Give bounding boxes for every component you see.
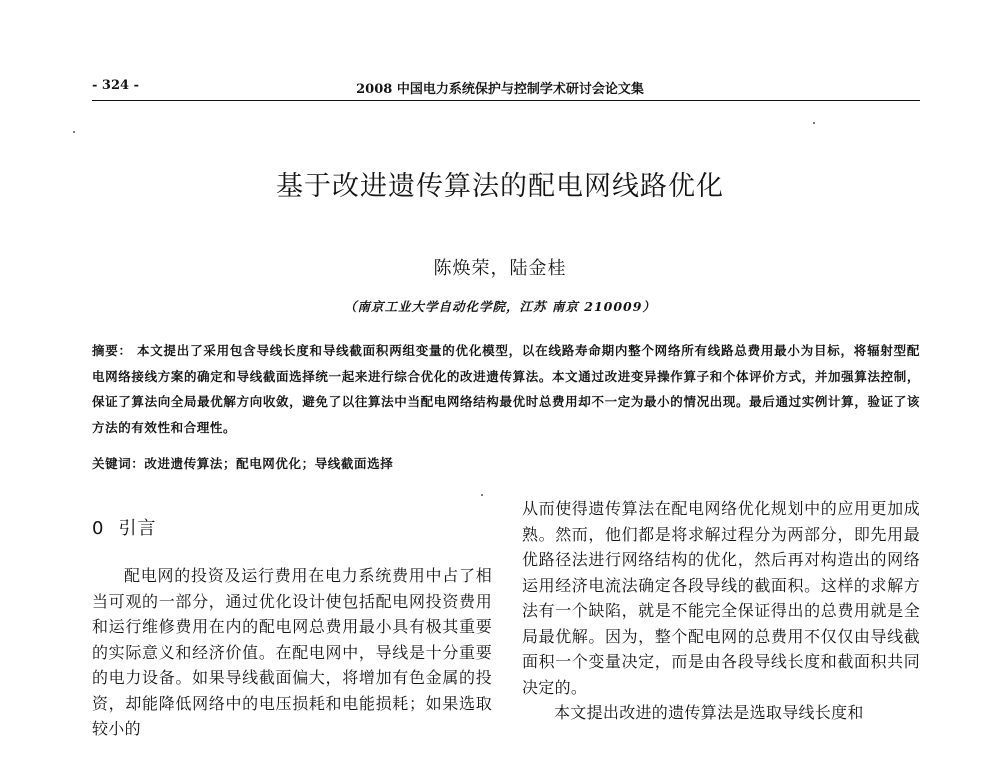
scan-speck	[813, 122, 815, 124]
body-paragraph: 配电网的投资及运行费用在电力系统费用中占了相当可观的一部分，通过优化设计使包括配电网投资费用和运行维修费用在内的配电网总费用最小具有极其重要的实际意义和经济价值。在配电网中，导线是十分重要的电力设备。如果导线截面偏大，将增加有色金属的投资，却能降低网络中的电压损耗和电能损耗；如果选取较小的	[92, 566, 492, 738]
abstract	[92, 338, 920, 440]
keywords	[92, 454, 920, 472]
header-divider	[92, 100, 920, 101]
section-heading	[92, 514, 156, 540]
running-header-title: 2008 中国电力系统保护与控制学术研讨会论文集	[356, 82, 644, 97]
paper-affiliation: （南京工业大学自动化学院，江苏 南京 210009）	[344, 299, 656, 314]
scan-speck	[481, 494, 483, 496]
scan-speck	[73, 131, 75, 133]
abstract-label: 摘要：	[92, 343, 132, 358]
section-title: 引言	[118, 518, 157, 539]
paper-title: 基于改进遗传算法的配电网线路优化	[276, 171, 724, 202]
body-paragraph: 从而使得遗传算法在配电网络优化规划中的应用更加成熟。然而，他们都是将求解过程分为两部分，即先用最优路径法进行网络结构的优化，然后再对构造出的网络运用经济电流法确定各段导线的截面积。这样的求解方法有一个缺陷，就是不能完全保证得出的总费用就是全局最优解。因为，整个配电网的总费用不仅仅由导线截面积一个变量决定，而是由各段导线长度和截面积共同决定的。	[522, 499, 920, 697]
keywords-text: 改进遗传算法；配电网优化；导线截面选择	[144, 456, 394, 471]
page-number: - 324 -	[92, 78, 139, 93]
section-number: 0	[92, 518, 105, 539]
body-right-column	[522, 496, 920, 726]
keywords-label: 关键词：	[92, 456, 145, 471]
body-paragraph: 本文提出改进的遗传算法是选取导线长度和	[554, 703, 864, 722]
abstract-text: 本文提出了采用包含导线长度和导线截面积两组变量的优化模型，以在线路寿命期内整个网络所有线路总费用最小为目标，将辐射型配电网络接线方案的确定和导线截面选择统一起来进行综合优化的改进遗传算法。本文通过改进变异操作算子和个体评价方式，并加强算法控制，保证了算法向全局最优解方向收敛，避免了以往算法中当配电网络结构最优时总费用却不一定为最小的情况出现。最后通过实例计算，验证了该方法的有效性和合理性。	[92, 343, 921, 435]
paper-authors: 陈焕荣，陆金桂	[433, 258, 567, 279]
body-left-column	[92, 563, 492, 742]
